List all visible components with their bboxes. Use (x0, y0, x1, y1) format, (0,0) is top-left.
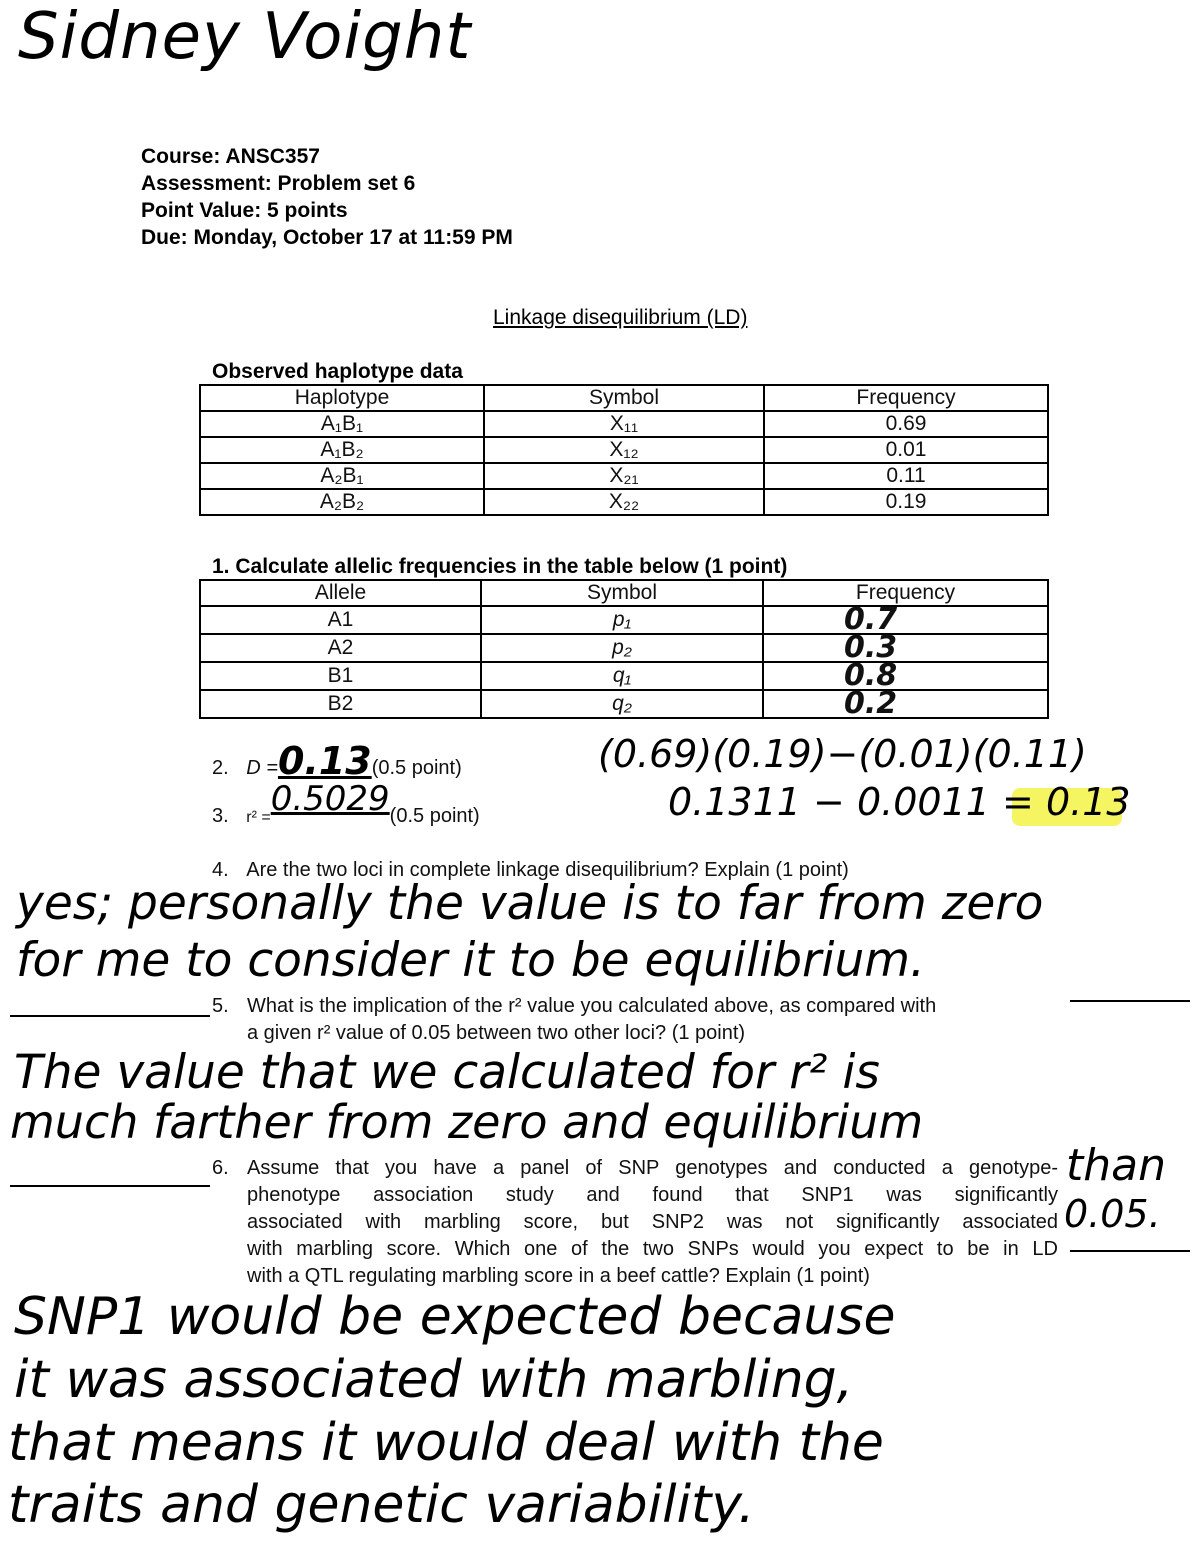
q6-text-line: associated with marbling score, but SNP2 was not significantly associated (247, 1211, 1058, 1233)
allele-cell: B1 (200, 662, 481, 690)
student-name: Sidney Voight (18, 0, 472, 74)
work-line-2 (668, 780, 1131, 824)
q6-answer-line-2: it was associated with marbling, (14, 1350, 854, 1410)
header-symbol: Symbol (484, 385, 764, 411)
table-row (200, 662, 1048, 690)
q6-text-line: phenotype association study and found that SNP1 was significantly (247, 1184, 1058, 1206)
header-frequency: Frequency (764, 385, 1048, 411)
q3-prefix: r² = (246, 809, 271, 826)
allele-cell: B2 (200, 690, 481, 718)
q2-prefix: D = (246, 757, 278, 779)
allele-cell: A1 (200, 606, 481, 634)
q2-number: 2. (212, 757, 229, 779)
q4-text: Are the two loci in complete linkage disequilibrium? Explain (1 point) (246, 859, 849, 881)
allele-table (199, 579, 1049, 719)
q5-text-line: What is the implication of the r² value you calculated above, as compared with (247, 995, 937, 1017)
symbol-cell: p₁ (481, 606, 763, 634)
q2-points: (0.5 point) (371, 757, 462, 779)
points-line: Point Value: 5 points (141, 199, 348, 222)
work-result: 0.13 (1045, 780, 1131, 824)
symbol-cell: X₁₁ (484, 411, 764, 437)
haplotype-cell: A₁B₂ (200, 437, 484, 463)
q4-answer-line-1: yes; personally the value is to far from zero (16, 876, 1044, 931)
symbol-cell: p₂ (481, 634, 763, 662)
table-row (200, 634, 1048, 662)
course-line: Course: ANSC357 (141, 145, 320, 168)
q6-number: 6. (212, 1157, 229, 1179)
q6-answer-line-4: traits and genetic variability. (8, 1475, 755, 1535)
q4-answer-line-2: for me to consider it to be equilibrium. (16, 933, 925, 988)
symbol-cell: q₁ (481, 662, 763, 690)
q3-points: (0.5 point) (389, 805, 480, 827)
haplotype-cell: A₂B₁ (200, 463, 484, 489)
frequency-answer: 0.7 (763, 606, 1048, 634)
q5-answer-line-2: much farther from zero and equilibrium (10, 1095, 924, 1149)
frequency-cell: 0.19 (764, 489, 1048, 515)
q4-number: 4. (212, 859, 229, 881)
table-header-row (200, 385, 1048, 411)
table-header-row (200, 580, 1048, 606)
table-row (200, 606, 1048, 634)
due-line: Due: Monday, October 17 at 11:59 PM (141, 226, 513, 249)
q6-block (212, 1155, 1058, 1290)
q6-text-line: with a QTL regulating marbling score in a beef cattle? Explain (1 point) (247, 1265, 870, 1287)
q3-line (212, 779, 480, 831)
haplotype-table (199, 384, 1049, 516)
header-allele: Allele (200, 580, 481, 606)
symbol-cell: X₂₁ (484, 463, 764, 489)
q5-text-line: a given r² value of 0.05 between two other loci? (1 point) (247, 1022, 746, 1044)
frequency-answer: 0.8 (763, 662, 1048, 690)
q3-answer: 0.5029 (270, 779, 390, 819)
frequency-cell: 0.11 (764, 463, 1048, 489)
header-frequency: Frequency (763, 580, 1048, 606)
section-title: Linkage disequilibrium (LD) (493, 306, 748, 329)
q5-answer-line-3: than (1066, 1140, 1166, 1191)
symbol-cell: X₂₂ (484, 489, 764, 515)
table-row (200, 463, 1048, 489)
writing-line (10, 1015, 210, 1017)
symbol-cell: q₂ (481, 690, 763, 718)
q5-answer-line-4: 0.05. (1064, 1192, 1161, 1236)
haplotype-cell: A₁B₁ (200, 411, 484, 437)
assignment-header (141, 143, 513, 251)
table-row (200, 411, 1048, 437)
q5-answer-line-1: The value that we calculated for r² is (14, 1045, 880, 1100)
symbol-cell: X₁₂ (484, 437, 764, 463)
header-symbol: Symbol (481, 580, 763, 606)
frequency-answer: 0.3 (763, 634, 1048, 662)
writing-line (1070, 1000, 1190, 1002)
haplotype-table-caption: Observed haplotype data (212, 360, 463, 383)
header-haplotype: Haplotype (200, 385, 484, 411)
q6-text-line: Assume that you have a panel of SNP genotypes and conducted a genotype- (247, 1157, 1058, 1179)
haplotype-cell: A₂B₂ (200, 489, 484, 515)
q1-prompt: 1. Calculate allelic frequencies in the table below (1 point) (212, 555, 788, 578)
q3-number: 3. (212, 805, 229, 827)
writing-line (10, 1185, 210, 1187)
q2-answer: 0.13 (277, 739, 372, 783)
q6-answer-line-1: SNP1 would be expected because (14, 1287, 896, 1347)
work-subtraction: 0.1311 − 0.0011 = (668, 780, 1034, 824)
q5-block (212, 993, 936, 1047)
allele-cell: A2 (200, 634, 481, 662)
frequency-answer: 0.2 (763, 690, 1048, 718)
work-line-1: (0.69)(0.19)−(0.01)(0.11) (598, 732, 1087, 776)
frequency-cell: 0.69 (764, 411, 1048, 437)
table-row (200, 437, 1048, 463)
frequency-cell: 0.01 (764, 437, 1048, 463)
q2-line (212, 739, 462, 783)
writing-line (1070, 1250, 1190, 1252)
q6-answer-line-3: that means it would deal with the (8, 1413, 884, 1473)
table-row (200, 489, 1048, 515)
q5-number: 5. (212, 995, 229, 1017)
assessment-line: Assessment: Problem set 6 (141, 172, 416, 195)
table-row (200, 690, 1048, 718)
q6-text-line: with marbling score. Which one of the two SNPs would you expect to be in LD (247, 1238, 1058, 1260)
